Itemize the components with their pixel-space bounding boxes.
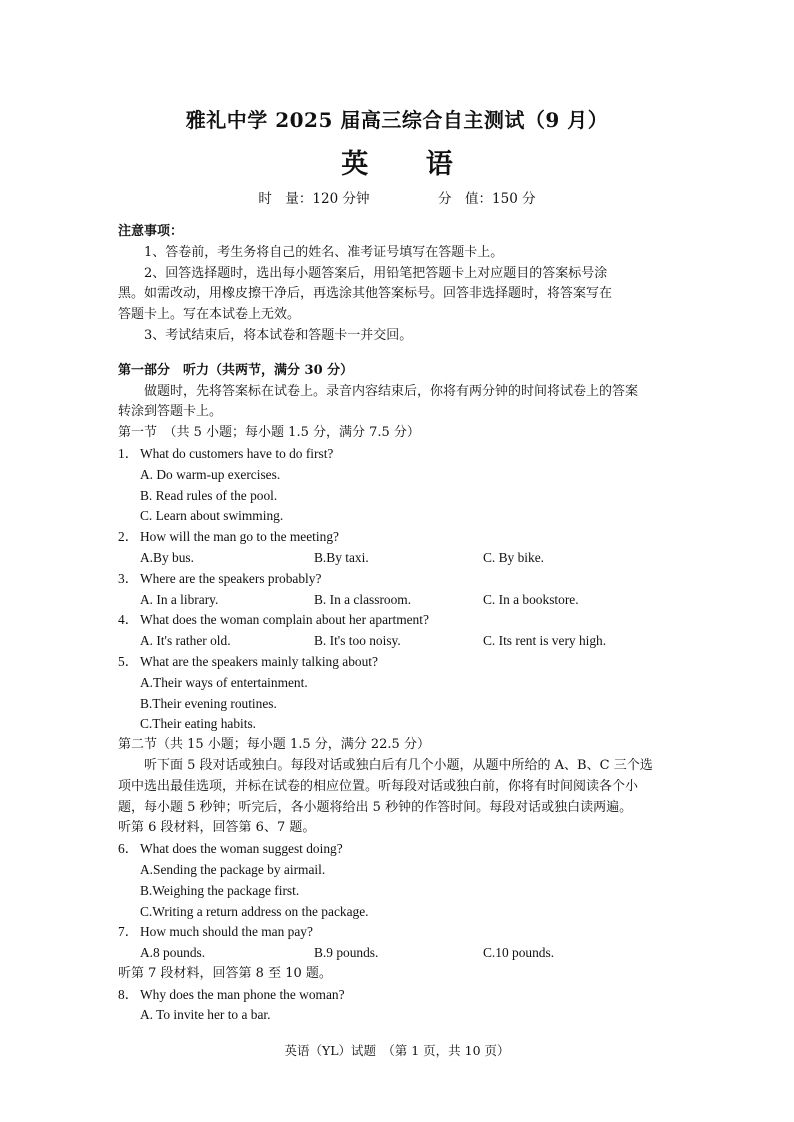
exam-content	[118, 222, 678, 1026]
question-number: 3．	[118, 570, 139, 586]
option-a: A. In a library.	[140, 591, 219, 607]
page-footer: 英语（YL）试题 （第 1 页，共 10 页）	[284, 1043, 510, 1058]
option-row	[118, 631, 678, 652]
option-a: A. It's rather old.	[140, 633, 231, 649]
option-a: A.By bus.	[140, 549, 194, 565]
question-5	[118, 652, 678, 673]
score-label: 分 值：150 分	[438, 191, 536, 207]
section2-heading: 第二节（共 15 小题；每小题 1.5 分，满分 22.5 分）	[118, 737, 430, 753]
section1-heading: 第一节 （共 5 小题；每小题 1.5 分，满分 7.5 分）	[118, 425, 420, 441]
option-c: C.10 pounds.	[483, 945, 555, 961]
question-7	[118, 922, 678, 943]
time-label: 时 量：120 分钟	[258, 191, 370, 207]
option-row	[118, 465, 678, 486]
question-text: How much should the man pay?	[140, 924, 313, 940]
option-row	[118, 860, 678, 881]
question-8	[118, 985, 678, 1006]
option-b: B. It's too noisy.	[314, 633, 401, 649]
option-row	[118, 1005, 678, 1026]
exam-meta	[0, 187, 794, 207]
note-item: 2、回答选择题时，选出每小题答案后，用铅笔把答题卡上对应题目的答案标号涂	[144, 265, 608, 281]
option-b: B.By taxi.	[314, 549, 369, 565]
question-text: What are the speakers mainly talking about?	[140, 653, 378, 669]
option-c: C. Its rent is very high.	[483, 633, 607, 649]
option-row	[118, 486, 678, 507]
option-c: C.Their eating habits.	[140, 716, 257, 732]
part1-intro: 做题时，先将答案标在试卷上。录音内容结束后，你将有两分钟的时间将试卷上的答案	[144, 383, 639, 399]
section2-intro: 听下面 5 段对话或独白。每段对话或独白后有几个小题，从题中所给的 A、B、C 三个选	[144, 757, 653, 773]
question-2	[118, 527, 678, 548]
option-b: B.9 pounds.	[314, 945, 379, 961]
option-row	[118, 590, 678, 611]
question-number: 2．	[118, 529, 139, 545]
option-a: A. Do warm-up exercises.	[140, 466, 281, 482]
question-1	[118, 444, 678, 465]
question-3	[118, 569, 678, 590]
option-a: A.Their ways of entertainment.	[140, 674, 308, 690]
option-b: B. Read rules of the pool.	[140, 487, 278, 503]
exam-title: 雅礼中学 2025 届高三综合自主测试（9 月）	[185, 108, 609, 132]
option-row	[118, 902, 678, 923]
question-4	[118, 610, 678, 631]
option-b: B.Their evening routines.	[140, 695, 277, 711]
note-item: 答题卡上。写在本试卷上无效。	[118, 307, 301, 323]
note-item: 3、考试结束后，将本试卷和答题卡一并交回。	[144, 327, 413, 343]
option-c: C. Learn about swimming.	[140, 508, 284, 524]
question-6	[118, 839, 678, 860]
question-number: 1．	[118, 445, 139, 461]
material-6-label: 听第 6 段材料，回答第 6、7 题。	[118, 820, 316, 836]
option-c: C.Writing a return address on the package.	[140, 903, 369, 919]
option-row	[118, 506, 678, 527]
question-number: 8．	[118, 986, 139, 1002]
question-number: 4．	[118, 612, 139, 628]
option-c: C. In a bookstore.	[483, 591, 579, 607]
part1-intro: 转涂到答题卡上。	[118, 404, 223, 420]
notes-heading: 注意事项：	[118, 224, 184, 239]
option-a: A. To invite her to a bar.	[140, 1007, 271, 1023]
question-text: Why does the man phone the woman?	[140, 986, 345, 1002]
option-row	[118, 881, 678, 902]
question-number: 6．	[118, 841, 139, 857]
option-row	[118, 943, 678, 964]
question-text: How will the man go to the meeting?	[140, 529, 339, 545]
option-row	[118, 673, 678, 694]
question-number: 5．	[118, 653, 139, 669]
material-7-label: 听第 7 段材料，回答第 8 至 10 题。	[118, 965, 332, 981]
question-number: 7．	[118, 924, 139, 940]
subject-title: 英 语	[341, 149, 477, 180]
option-b: B. In a classroom.	[314, 591, 412, 607]
option-row	[118, 694, 678, 715]
question-text: What does the woman suggest doing?	[140, 841, 343, 857]
section2-intro: 题，每小题 5 秒钟；听完后，各小题将给出 5 秒钟的作答时间。每段对话或独白读两遍。	[118, 799, 633, 815]
option-row	[118, 548, 678, 569]
option-b: B.Weighing the package first.	[140, 882, 300, 898]
question-text: Where are the speakers probably?	[140, 570, 322, 586]
option-c: C. By bike.	[483, 549, 545, 565]
option-a: A.Sending the package by airmail.	[140, 861, 326, 877]
option-row	[118, 714, 678, 735]
note-item: 黑。如需改动，用橡皮擦干净后，再选涂其他答案标号。回答非选择题时，将答案写在	[118, 286, 613, 302]
note-item: 1、答卷前，考生务将自己的姓名、准考证号填写在答题卡上。	[144, 244, 504, 260]
part1-heading: 第一部分 听力（共两节，满分 30 分）	[118, 362, 354, 378]
question-text: What do customers have to do first?	[140, 445, 334, 461]
section2-intro: 项中选出最佳选项，并标在试卷的相应位置。听每段对话或独白前，你将有时间阅读各个小	[118, 778, 639, 794]
option-a: A.8 pounds.	[140, 945, 206, 961]
question-text: What does the woman complain about her apartment?	[140, 612, 429, 628]
